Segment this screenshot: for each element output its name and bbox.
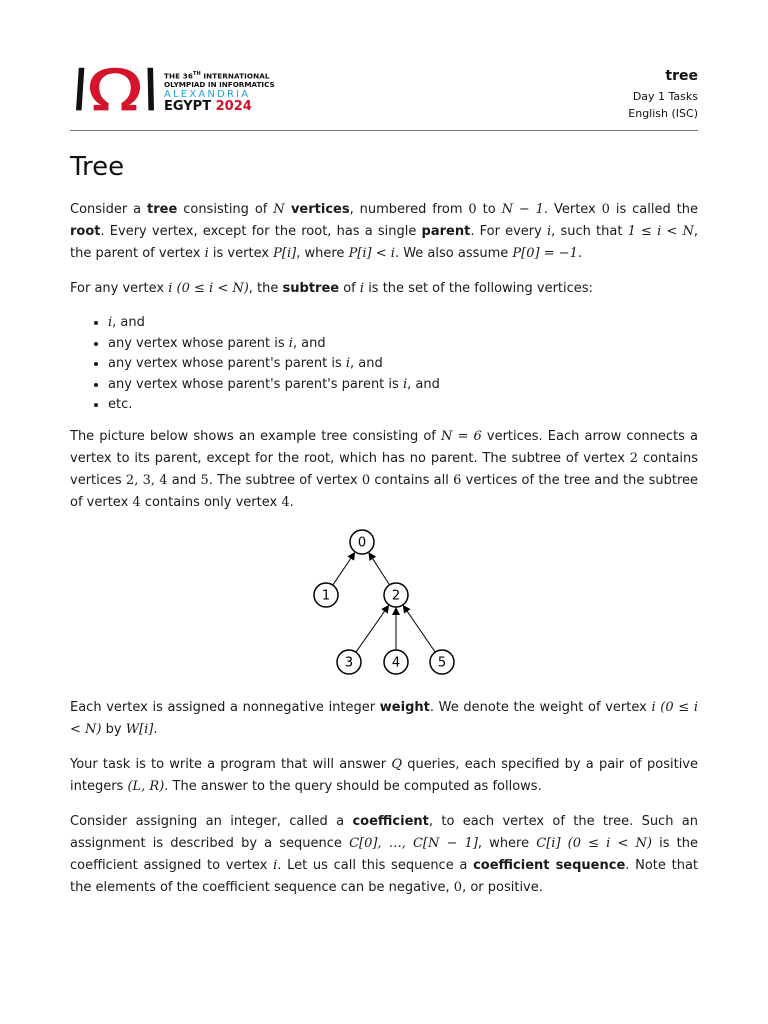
tree-node-label-2: 2 <box>391 588 401 603</box>
task-name: tree <box>665 68 698 84</box>
tree-edge-2-0 <box>369 552 390 584</box>
paragraph-3: The picture below shows an example tree consisting of N = 6 vertices. Each arrow connects a vertex to its parent, except for the root, which has no parent. The subtree of vertex 2 contains vertices 2, 3, 4 and 5. The subtree of vertex 0 contains all 6 vertices of the tree and the subtree of vertex 4 contains only vertex 4. <box>70 428 698 510</box>
logo-line-4: EGYPT 2024 <box>164 98 252 114</box>
tree-node-label-1: 1 <box>321 588 331 603</box>
paragraph-1: Consider a tree consisting of N vertices, numbered from 0 to N − 1. Vertex 0 is called the root. Every vertex, except for the root, has a single parent. For every i, such that 1 ≤ i < N, the parent of vertex i is vertex P[i], where P[i] < i. We also assume P[0] = −1. <box>70 202 698 261</box>
logo-line-2: OLYMPIAD IN INFORMATICS <box>164 79 275 89</box>
tree-node-label-4: 4 <box>391 655 401 670</box>
ioi-logo-icon <box>70 64 160 116</box>
subtree-list <box>70 313 698 416</box>
page-title: Tree <box>70 152 125 182</box>
tree-node-label-0: 0 <box>357 535 367 550</box>
header <box>70 64 698 122</box>
tree-edge-1-0 <box>333 552 355 584</box>
task-meta <box>628 68 698 120</box>
logo-wordmark <box>164 72 275 113</box>
logo-line-1: THE 36TH INTERNATIONAL <box>164 71 270 81</box>
paragraph-4: Each vertex is assigned a nonnegative integer weight. We denote the weight of vertex i (0 ≤ i < N) by W[i]. <box>70 699 698 737</box>
list-item: • etc. <box>108 395 698 416</box>
tree-diagram <box>70 527 698 687</box>
paragraph-5: Your task is to write a program that will answer Q queries, each specified by a pair of positive integers (L, R). The answer to the query should be computed as follows. <box>70 756 698 794</box>
tree-figure <box>70 527 698 687</box>
logo-line-3: ALEXANDRIA <box>164 88 251 100</box>
tree-edge-5-2 <box>403 605 435 651</box>
list-item: • any vertex whose parent's parent is i, and <box>108 354 698 375</box>
language-label: English (ISC) <box>628 107 698 120</box>
paragraph-6: Consider assigning an integer, called a coefficient, to each vertex of the tree. Such an assignment is described by a sequence C[0], …, C[N − 1], where C[i] (0 ≤ i < N) is the coefficient assigned to vertex i. Let us call this sequence a coefficient sequence. Note that the elements of the coefficient sequence can be negative, 0, or positive. <box>70 813 699 895</box>
list-item: • any vertex whose parent is i, and <box>108 334 698 355</box>
list-item: • i, and <box>108 313 698 334</box>
list-item: • any vertex whose parent's parent's parent is i, and <box>108 375 698 396</box>
header-divider <box>70 130 698 131</box>
tree-edge-3-2 <box>356 605 389 652</box>
statement-body <box>70 199 698 912</box>
paragraph-2: For any vertex i (0 ≤ i < N), the subtree of i is the set of the following vertices: <box>70 281 593 296</box>
tree-node-label-5: 5 <box>437 655 447 670</box>
day-label: Day 1 Tasks <box>632 90 698 103</box>
tree-node-label-3: 3 <box>344 655 354 670</box>
